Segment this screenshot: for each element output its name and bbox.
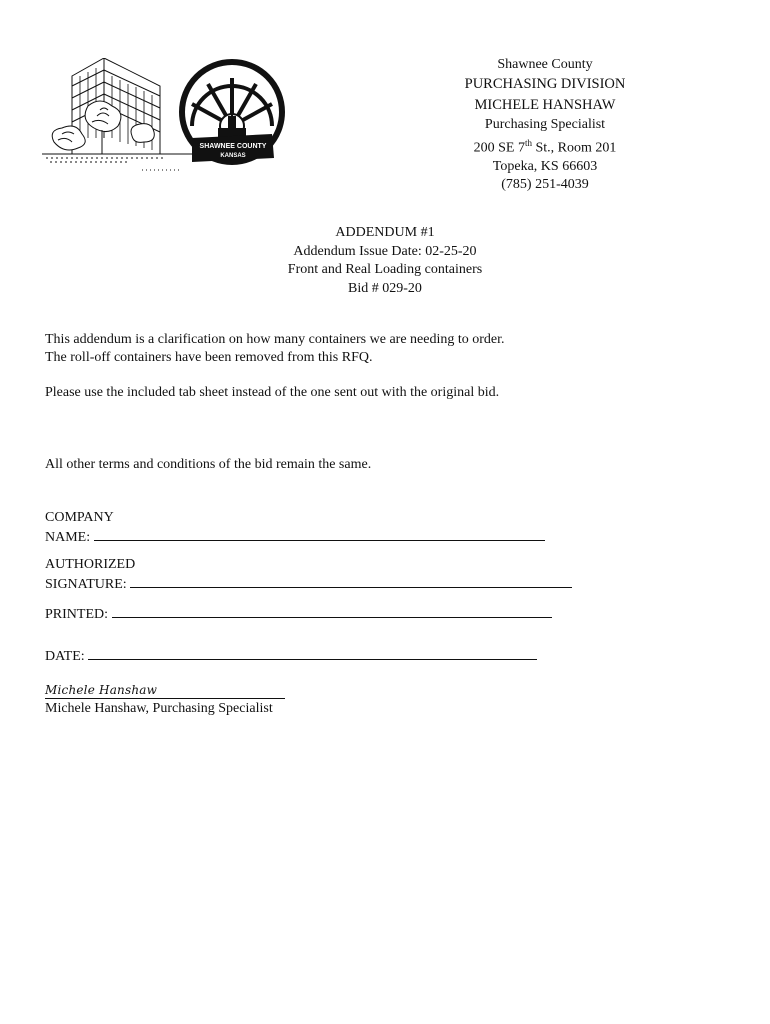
letterhead [430, 56, 660, 194]
addendum-issue-date: Addendum Issue Date: 02-25-20 [293, 243, 477, 259]
seal-text-county: SHAWNEE COUNTY [199, 143, 267, 150]
county-seal-icon [182, 62, 282, 162]
company-label-line-2: NAME: [45, 530, 91, 545]
addendum-subject: Front and Real Loading containers [287, 262, 483, 277]
body-paragraph-2: Please use the included tab sheet instead of the one sent out with the original bid. [45, 385, 500, 400]
contact-name: MICHELE HANSHAW [474, 97, 616, 113]
company-name-field [45, 509, 545, 547]
addendum-header [0, 224, 770, 298]
company-name-blank[interactable] [94, 527, 545, 541]
body-paragraph-3: All other terms and conditions of the bid remain the same. [45, 457, 372, 472]
addendum-heading: ADDENDUM #1 [335, 225, 435, 240]
signatory-printed-name: Michele Hanshaw, Purchasing Specialist [45, 701, 273, 716]
date-blank[interactable] [88, 646, 537, 660]
company-label-line-1: COMPANY [45, 510, 114, 525]
division-name: PURCHASING DIVISION [464, 76, 626, 92]
signature-block [45, 682, 285, 718]
authorized-label-line-1: AUTHORIZED [45, 557, 136, 572]
contact-title: Purchasing Specialist [484, 117, 606, 132]
printed-name-blank[interactable] [112, 604, 552, 618]
signature-line [45, 683, 285, 699]
address-city: Topeka, KS 66603 [492, 158, 598, 174]
address-street: 200 SE 7 [473, 140, 525, 156]
date-field [45, 646, 537, 666]
printed-name-field [45, 604, 552, 624]
body-paragraph-1 [45, 331, 505, 367]
shawnee-county-logo [42, 58, 292, 178]
seal-text-state: KANSAS [220, 153, 246, 159]
body-line-1: This addendum is a clarification on how many containers we are needing to order. [45, 332, 505, 347]
phone-number: (785) 251-4039 [501, 176, 589, 192]
address-superscript: th [524, 138, 532, 148]
body-line-2: The roll-off containers have been removed from this RFQ. [45, 350, 373, 365]
authorized-label-line-2: SIGNATURE: [45, 577, 127, 592]
date-label: DATE: [45, 649, 85, 664]
county-name: Shawnee County [497, 57, 593, 72]
authorized-signature-field [45, 556, 572, 594]
authorized-signature-blank[interactable] [130, 574, 572, 588]
printed-label: PRINTED: [45, 607, 108, 622]
handwritten-signature: Michele Hanshaw [45, 683, 158, 697]
building-sketch-icon [42, 58, 192, 170]
address-line [430, 134, 660, 158]
address-suite: St., Room 201 [531, 140, 617, 156]
addendum-bid-number: Bid # 029-20 [348, 280, 422, 296]
